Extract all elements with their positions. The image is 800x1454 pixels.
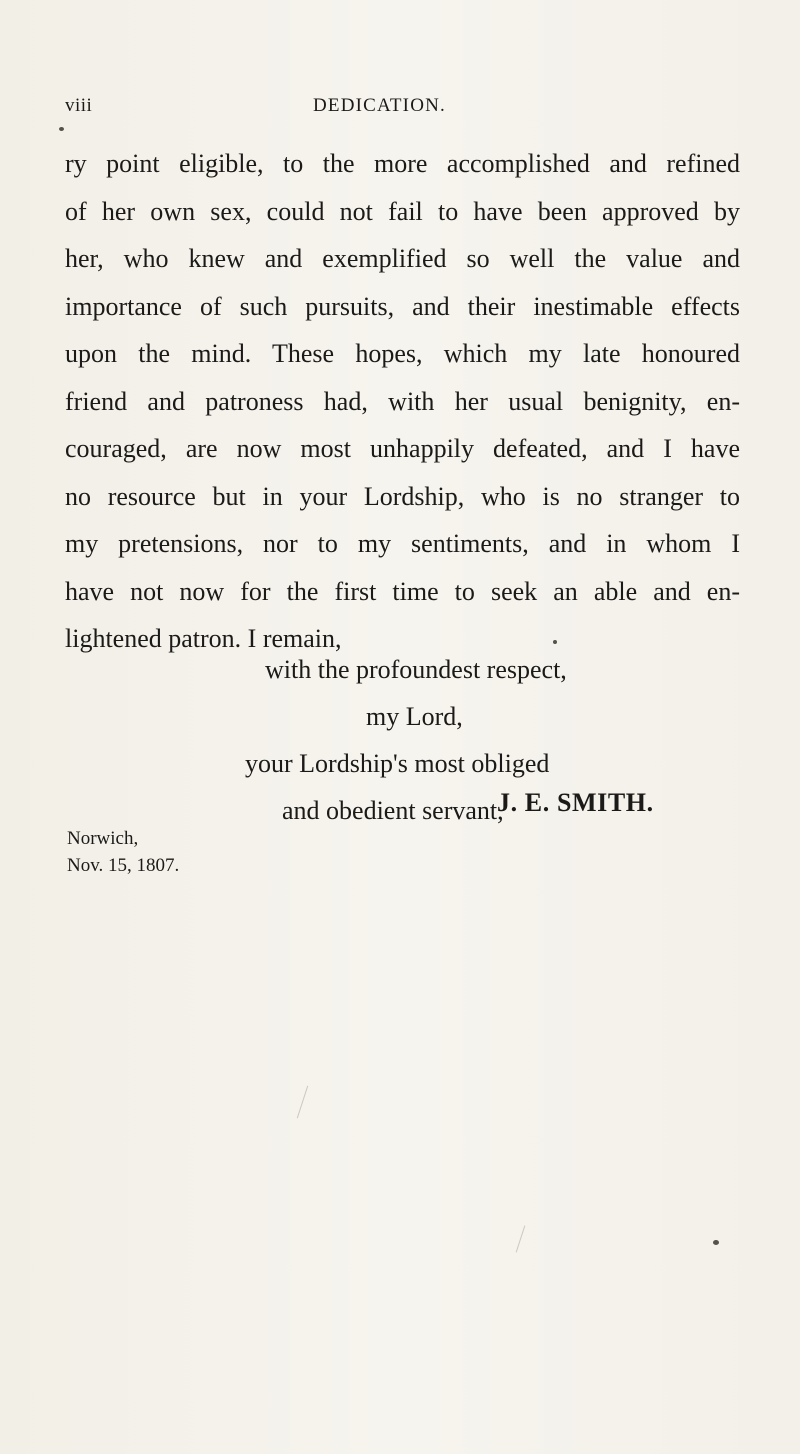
ink-speck — [713, 1240, 719, 1245]
body-line: importance of such pursuits, and their inestimable effects — [65, 291, 740, 321]
body-line: ry point eligible, to the more accomplished and refined — [65, 149, 740, 178]
closing-line-obliged: your Lordship's most obliged — [245, 749, 550, 778]
closing-line-respect: with the profoundest respect, — [265, 655, 567, 684]
dedication-body — [65, 140, 740, 663]
ink-speck — [59, 127, 64, 131]
running-head — [65, 95, 765, 125]
body-line: my pretensions, nor to my sentiments, and in whom I — [65, 529, 740, 558]
signature-name: J. E. SMITH. — [497, 788, 654, 817]
running-head-title: DEDICATION. — [313, 95, 446, 116]
date-line: Nov. 15, 1807. — [67, 855, 180, 876]
body-line: of her own sex, could not fail to have been approved by — [65, 196, 740, 226]
body-line: her, who knew and exemplified so well the value and — [65, 244, 740, 273]
paper-scratch — [516, 1226, 526, 1253]
place-line: Norwich, — [67, 828, 139, 849]
body-line: friend and patroness had, with her usual benignity, en- — [65, 386, 740, 416]
page-number: viii — [65, 95, 93, 116]
paper-scratch — [297, 1086, 308, 1119]
closing-line-servant: and obedient servant, — [282, 796, 504, 825]
body-line: couraged, are now most unhappily defeated, and I have — [65, 434, 740, 463]
closing-line-salutation: my Lord, — [366, 702, 463, 731]
body-line: upon the mind. These hopes, which my late honoured — [65, 339, 740, 368]
ink-speck — [553, 640, 557, 644]
body-line-final: lightened patron. I remain, — [65, 624, 342, 653]
body-line: have not now for the first time to seek an able and en- — [65, 576, 740, 606]
body-line: no resource but in your Lordship, who is no stranger to — [65, 481, 740, 511]
